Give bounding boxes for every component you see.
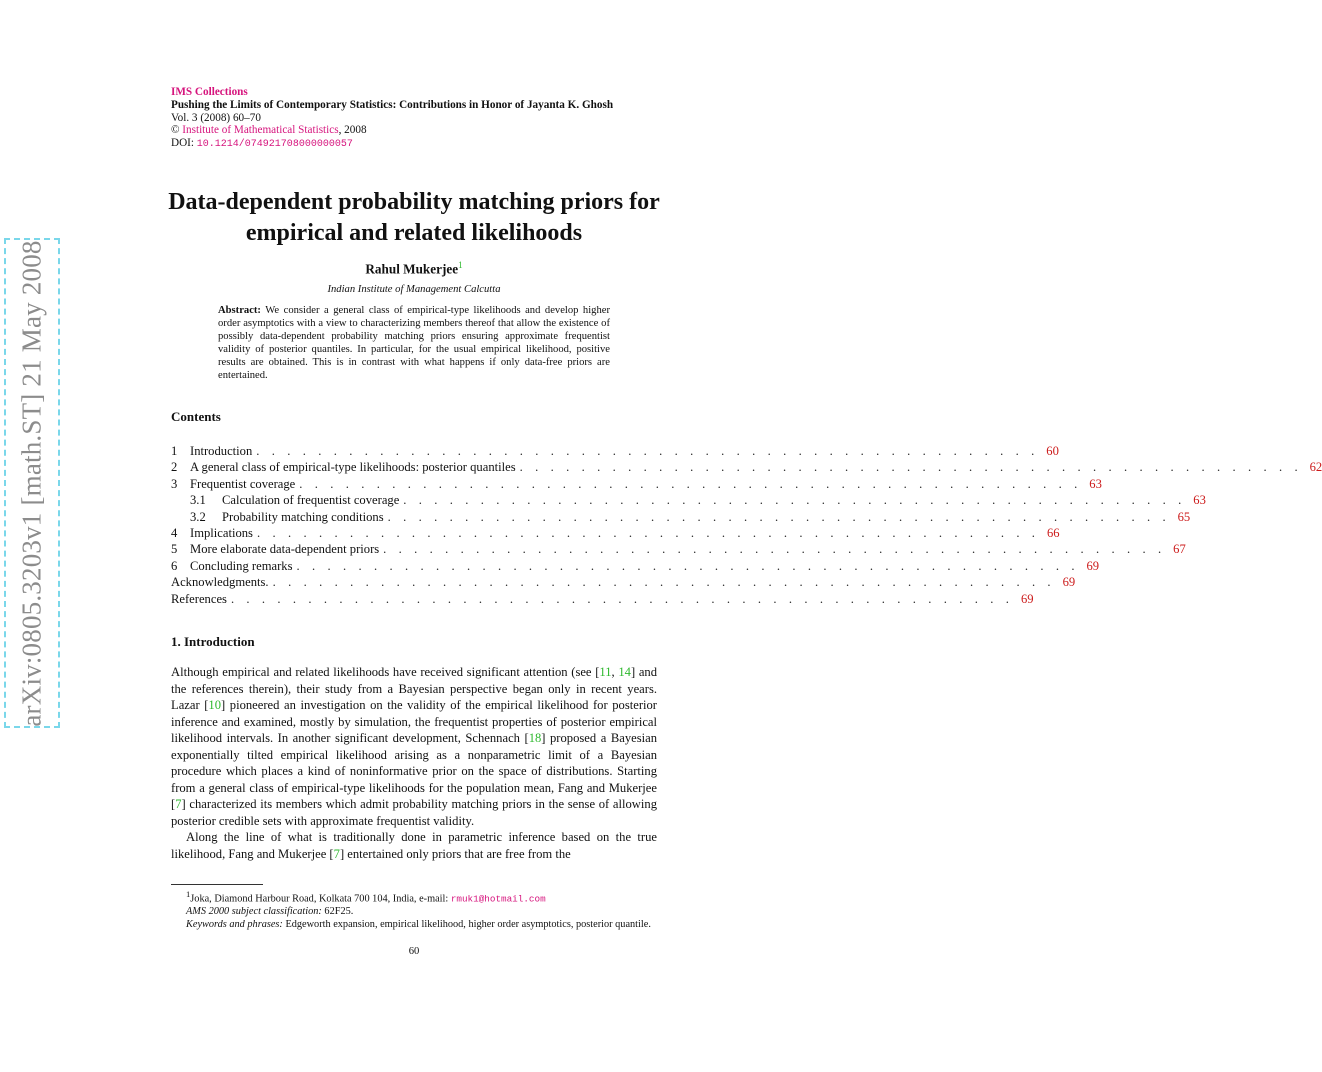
- toc-leader: . . . . . . . . . . . . . . . . . . . . . . . . . . . . . . . . . . . . . . . . . . . . . . . . . . .: [387, 509, 1171, 524]
- text-run: ] entertained only priors that are free from the: [339, 847, 571, 862]
- citation-link[interactable]: 18: [528, 731, 542, 746]
- table-of-contents: [171, 443, 1322, 607]
- affiliation: Indian Institute of Management Calcutta: [327, 284, 501, 295]
- toc-page-link[interactable]: 65: [1177, 509, 1191, 524]
- toc-leader: . . . . . . . . . . . . . . . . . . . . . . . . . . . . . . . . . . . . . . . . . . . . . . . . . . .: [296, 558, 1080, 573]
- toc-leader: . . . . . . . . . . . . . . . . . . . . . . . . . . . . . . . . . . . . . . . . . . . . . . . . . . .: [256, 525, 1040, 540]
- toc-title: Implications: [190, 525, 253, 540]
- toc-number: 3: [171, 476, 178, 491]
- toc-page-link[interactable]: 69: [1020, 591, 1034, 606]
- text-run: ] pioneered an investigation on the validity of the empirical likelihood for posterior inference and examined, mostly by simulation, the frequentist properties of posterior empirical likelihood intervals. In another significant development, Schennach [: [171, 698, 657, 746]
- journal-header: [171, 86, 651, 152]
- toc-page-link[interactable]: 67: [1173, 542, 1186, 557]
- toc-entry[interactable]: [171, 558, 1100, 574]
- toc-leader: . . . . . . . . . . . . . . . . . . . . . . . . . . . . . . . . . . . . . . . . . . . . . . . . . . .: [256, 444, 1039, 458]
- citation-link[interactable]: 14: [618, 665, 631, 679]
- toc-leader: . . . . . . . . . . . . . . . . . . . . . . . . . . . . . . . . . . . . . . . . . . . . . . . . . . .: [403, 493, 1186, 508]
- toc-page-link[interactable]: 69: [1062, 575, 1076, 590]
- toc-title: Probability matching conditions: [222, 509, 384, 524]
- footnote-rule: [171, 884, 263, 885]
- abstract: [218, 305, 610, 382]
- toc-leader: . . . . . . . . . . . . . . . . . . . . . . . . . . . . . . . . . . . . . . . . . . . . . . . . . . .: [272, 575, 1056, 590]
- toc-title: Introduction: [190, 444, 253, 458]
- toc-title: More elaborate data-dependent priors: [190, 542, 380, 557]
- email-link[interactable]: rmuk1@hotmail.com: [450, 893, 546, 905]
- toc-title: References: [171, 591, 227, 606]
- doi-line: [171, 137, 651, 152]
- copyright-symbol: ©: [171, 124, 180, 137]
- footnote-mark: 1: [186, 889, 191, 899]
- text-run: ] proposed a Bayesian exponentially tilted empirical likelihood arising as a nonparametric limit of a Bayesian procedure which places a kind of noninformative prior on the space of distributions. Starting from a general class of empirical-type likelihoods for the population mean, Fang and Mukerjee [: [171, 731, 657, 812]
- abstract-text: We consider a general class of empirical-type likelihoods and develop higher order asymptotics with a view to characterizing members thereof that allow the existence of possibly data-dependent probability matching priors ensuring approximate frequentist validity of posterior quantiles. In particular, for the usual empirical likelihood, positive results are obtained. This is in contrast with what happens if only data-free priors are entertained.: [218, 305, 610, 381]
- toc-entry[interactable]: [171, 476, 1102, 492]
- toc-page-link[interactable]: 62: [1309, 460, 1322, 475]
- toc-title: Concluding remarks: [190, 558, 293, 573]
- paper-title: Data-dependent probability matching priors for empirical and related likelihoods: [168, 189, 660, 246]
- doi-label: DOI:: [171, 137, 194, 150]
- text-run: ] and the references therein), their study from a Bayesian perspective began only in recent years. Lazar [: [171, 665, 658, 713]
- toc-entry[interactable]: [171, 591, 1034, 607]
- toc-number: 6: [171, 558, 178, 573]
- author-address-footnote: [171, 888, 657, 906]
- toc-leader: . . . . . . . . . . . . . . . . . . . . . . . . . . . . . . . . . . . . . . . . . . . . . . . . . . .: [519, 460, 1303, 475]
- footnotes: [171, 888, 657, 932]
- book-title: Pushing the Limits of Contemporary Statistics: Contributions in Honor of Jayanta K. Ghosh: [171, 98, 614, 111]
- toc-page-link[interactable]: 60: [1046, 444, 1059, 458]
- toc-number: 3.1: [190, 493, 206, 508]
- toc-entry[interactable]: [171, 541, 1186, 557]
- keywords-label: Keywords and phrases:: [186, 919, 283, 931]
- toc-page-link[interactable]: 66: [1046, 525, 1060, 540]
- body-text: [171, 664, 657, 863]
- copyright-line: [171, 124, 651, 137]
- arxiv-side-stamp: [4, 238, 60, 728]
- toc-number: 2: [171, 460, 178, 475]
- text-run: ] characterized its members which admit probability matching priors in the sense of allowing posterior credible sets with approximate frequentist validity.: [171, 797, 657, 828]
- toc-entry[interactable]: [171, 459, 1322, 475]
- toc-title: Acknowledgments.: [171, 575, 269, 590]
- section-heading-introduction: 1. Introduction: [171, 634, 255, 649]
- toc-entry[interactable]: [171, 509, 1191, 525]
- keywords: [171, 919, 657, 932]
- toc-leader: . . . . . . . . . . . . . . . . . . . . . . . . . . . . . . . . . . . . . . . . . . . . . . . . . . .: [230, 591, 1014, 606]
- toc-page-link[interactable]: 63: [1193, 493, 1206, 508]
- volume-info: Vol. 3 (2008) 60–70: [171, 111, 261, 124]
- toc-page-link[interactable]: 69: [1086, 558, 1100, 573]
- toc-entry[interactable]: [171, 492, 1206, 508]
- toc-title: Frequentist coverage: [190, 476, 296, 491]
- abstract-label: Abstract:: [218, 305, 261, 316]
- toc-number: 3.2: [190, 509, 206, 524]
- toc-leader: . . . . . . . . . . . . . . . . . . . . . . . . . . . . . . . . . . . . . . . . . . . . . . . . . . .: [383, 542, 1166, 557]
- address-text: Joka, Diamond Harbour Road, Kolkata 700 104, India, e-mail:: [190, 893, 451, 905]
- toc-title: Calculation of frequentist coverage: [222, 493, 400, 508]
- publisher-link[interactable]: Institute of Mathematical Statistics: [182, 124, 339, 137]
- ams-value: 62F25.: [321, 906, 354, 918]
- paragraph: [171, 829, 657, 862]
- copyright-year: , 2008: [338, 124, 367, 137]
- toc-entry[interactable]: [171, 574, 1076, 590]
- toc-page-link[interactable]: 63: [1089, 476, 1102, 491]
- doi-link[interactable]: 10.1214/074921708000000057: [196, 139, 353, 151]
- page-number: 60: [408, 946, 420, 957]
- toc-leader: . . . . . . . . . . . . . . . . . . . . . . . . . . . . . . . . . . . . . . . . . . . . . . . . . . .: [299, 476, 1082, 491]
- text-run: Along the line of what is traditionally done in parametric inference based on the true likelihood, Fang and Mukerjee [: [171, 830, 657, 862]
- citation-link[interactable]: 7: [333, 847, 340, 862]
- toc-entry[interactable]: [171, 525, 1060, 541]
- keywords-value: Edgeworth expansion, empirical likelihood, higher order asymptotics, posterior quantile.: [282, 919, 651, 931]
- toc-entry[interactable]: [171, 443, 1059, 459]
- ams-classification: [171, 906, 657, 919]
- ams-label: AMS 2000 subject classification:: [186, 906, 322, 918]
- toc-number: 4: [171, 525, 178, 540]
- toc-number: 1: [171, 444, 178, 458]
- collection-name[interactable]: IMS Collections: [171, 86, 248, 98]
- toc-title: A general class of empirical-type likelihoods: posterior quantiles: [190, 460, 516, 475]
- text-run: ,: [611, 665, 619, 679]
- contents-heading: Contents: [171, 409, 221, 424]
- author-line: [0, 260, 828, 277]
- author-footnote-mark[interactable]: 1: [458, 260, 463, 270]
- arxiv-identifier: arXiv:0805.3203v1 [math.ST] 21 May 2008: [16, 239, 47, 727]
- citation-link[interactable]: 11: [599, 665, 612, 679]
- toc-number: 5: [171, 542, 178, 557]
- text-run: Although empirical and related likelihoods have received significant attention (see [: [171, 665, 600, 679]
- author-name: Rahul Mukerjee: [365, 261, 459, 277]
- paragraph: [171, 664, 657, 829]
- citation-link[interactable]: 7: [175, 797, 182, 812]
- citation-link[interactable]: 10: [208, 698, 222, 713]
